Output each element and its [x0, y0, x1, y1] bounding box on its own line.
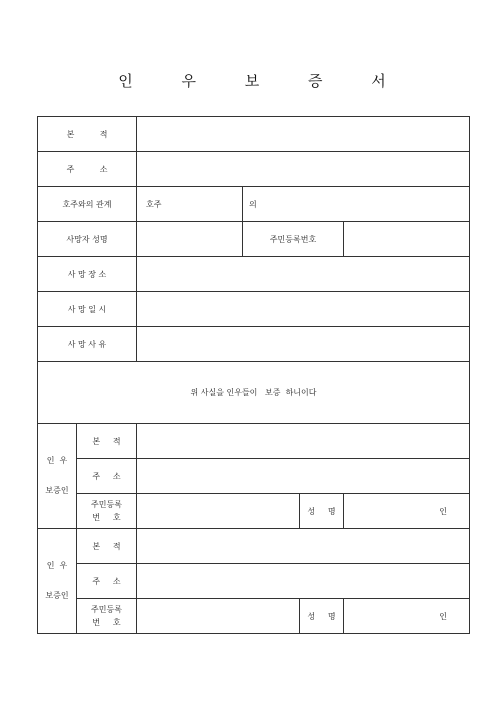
guarantor-1-side-label-bottom: 보증인 — [45, 486, 69, 495]
guarantor-2-label-resident-no — [77, 599, 137, 634]
field-deceased-resident-no[interactable] — [344, 222, 470, 257]
relation-ui-text: 의 — [249, 199, 257, 209]
label-death-reason: 사 망 사 유 — [38, 327, 137, 362]
guarantor-2-label-address: 주 소 — [77, 564, 137, 599]
field-relation-ui[interactable] — [243, 187, 470, 222]
label-deceased-resident-no: 주민등록번호 — [243, 222, 344, 257]
guarantor-2-label-name: 성 명 — [300, 599, 344, 634]
guarantor-2-side-label-top: 인 우 — [46, 561, 68, 570]
guarantor-2-row-address — [38, 564, 470, 599]
row-death-reason — [38, 327, 470, 362]
guarantor-2-side-label — [38, 529, 77, 634]
row-address — [38, 152, 470, 187]
guarantor-2-field-resident-no[interactable] — [137, 599, 300, 634]
row-death-place — [38, 257, 470, 292]
guarantor-1-label-resident-no — [77, 494, 137, 529]
label-death-datetime: 사 망 일 시 — [38, 292, 137, 327]
guarantor-1-side-label-top: 인 우 — [46, 456, 68, 465]
guarantor-1-side-label — [38, 424, 77, 529]
row-domicile — [38, 117, 470, 152]
field-death-reason[interactable] — [137, 327, 470, 362]
guarantor-2-resident-no-line1: 주민등록 — [91, 605, 122, 614]
field-death-datetime[interactable] — [137, 292, 470, 327]
guarantor-1-seal-mark: 인 — [439, 506, 448, 516]
field-address[interactable] — [137, 152, 470, 187]
guarantor-2-row-resident — [38, 599, 470, 634]
label-domicile: 본 적 — [38, 117, 137, 152]
label-deceased-name: 사망자 성명 — [38, 222, 137, 257]
row-deceased — [38, 222, 470, 257]
guarantor-1-field-domicile[interactable] — [137, 424, 470, 459]
label-death-place: 사 망 장 소 — [38, 257, 137, 292]
guarantor-1-field-resident-no[interactable] — [137, 494, 300, 529]
guarantor-1-label-address: 주 소 — [77, 459, 137, 494]
guarantor-1-label-domicile: 본 적 — [77, 424, 137, 459]
statement-text: 위 사실을 인우들이 보증 하니이다 — [38, 362, 470, 424]
field-death-place[interactable] — [137, 257, 470, 292]
field-relation-hoju[interactable] — [137, 187, 243, 222]
guarantor-1-resident-no-line1: 주민등록 — [91, 500, 122, 509]
field-domicile[interactable] — [137, 117, 470, 152]
row-statement — [38, 362, 470, 424]
guarantor-2-field-address[interactable] — [137, 564, 470, 599]
row-relation — [38, 187, 470, 222]
relation-hoju-text: 호주 — [146, 199, 162, 209]
guarantor-2-side-label-bottom: 보증인 — [45, 591, 69, 600]
document-title: 인 우 보 증 서 — [118, 72, 408, 90]
label-relation: 호주와의 관계 — [38, 187, 137, 222]
guarantor-1-field-address[interactable] — [137, 459, 470, 494]
field-deceased-name[interactable] — [137, 222, 243, 257]
guarantor-1-resident-no-line2: 번 호 — [92, 513, 121, 522]
guarantor-1-row-domicile — [38, 424, 470, 459]
guarantor-1-row-address — [38, 459, 470, 494]
label-address: 주 소 — [38, 152, 137, 187]
guarantor-2-field-domicile[interactable] — [137, 529, 470, 564]
guarantor-1-row-resident — [38, 494, 470, 529]
guarantor-2-label-domicile: 본 적 — [77, 529, 137, 564]
guarantor-2-row-domicile — [38, 529, 470, 564]
guarantor-2-resident-no-line2: 번 호 — [92, 618, 121, 627]
guarantor-2-field-name[interactable] — [344, 599, 470, 634]
guarantor-1-field-name[interactable] — [344, 494, 470, 529]
guarantor-2-seal-mark: 인 — [439, 611, 448, 621]
guarantor-1-label-name: 성 명 — [300, 494, 344, 529]
guarantee-form-table — [37, 116, 470, 634]
row-death-datetime — [38, 292, 470, 327]
